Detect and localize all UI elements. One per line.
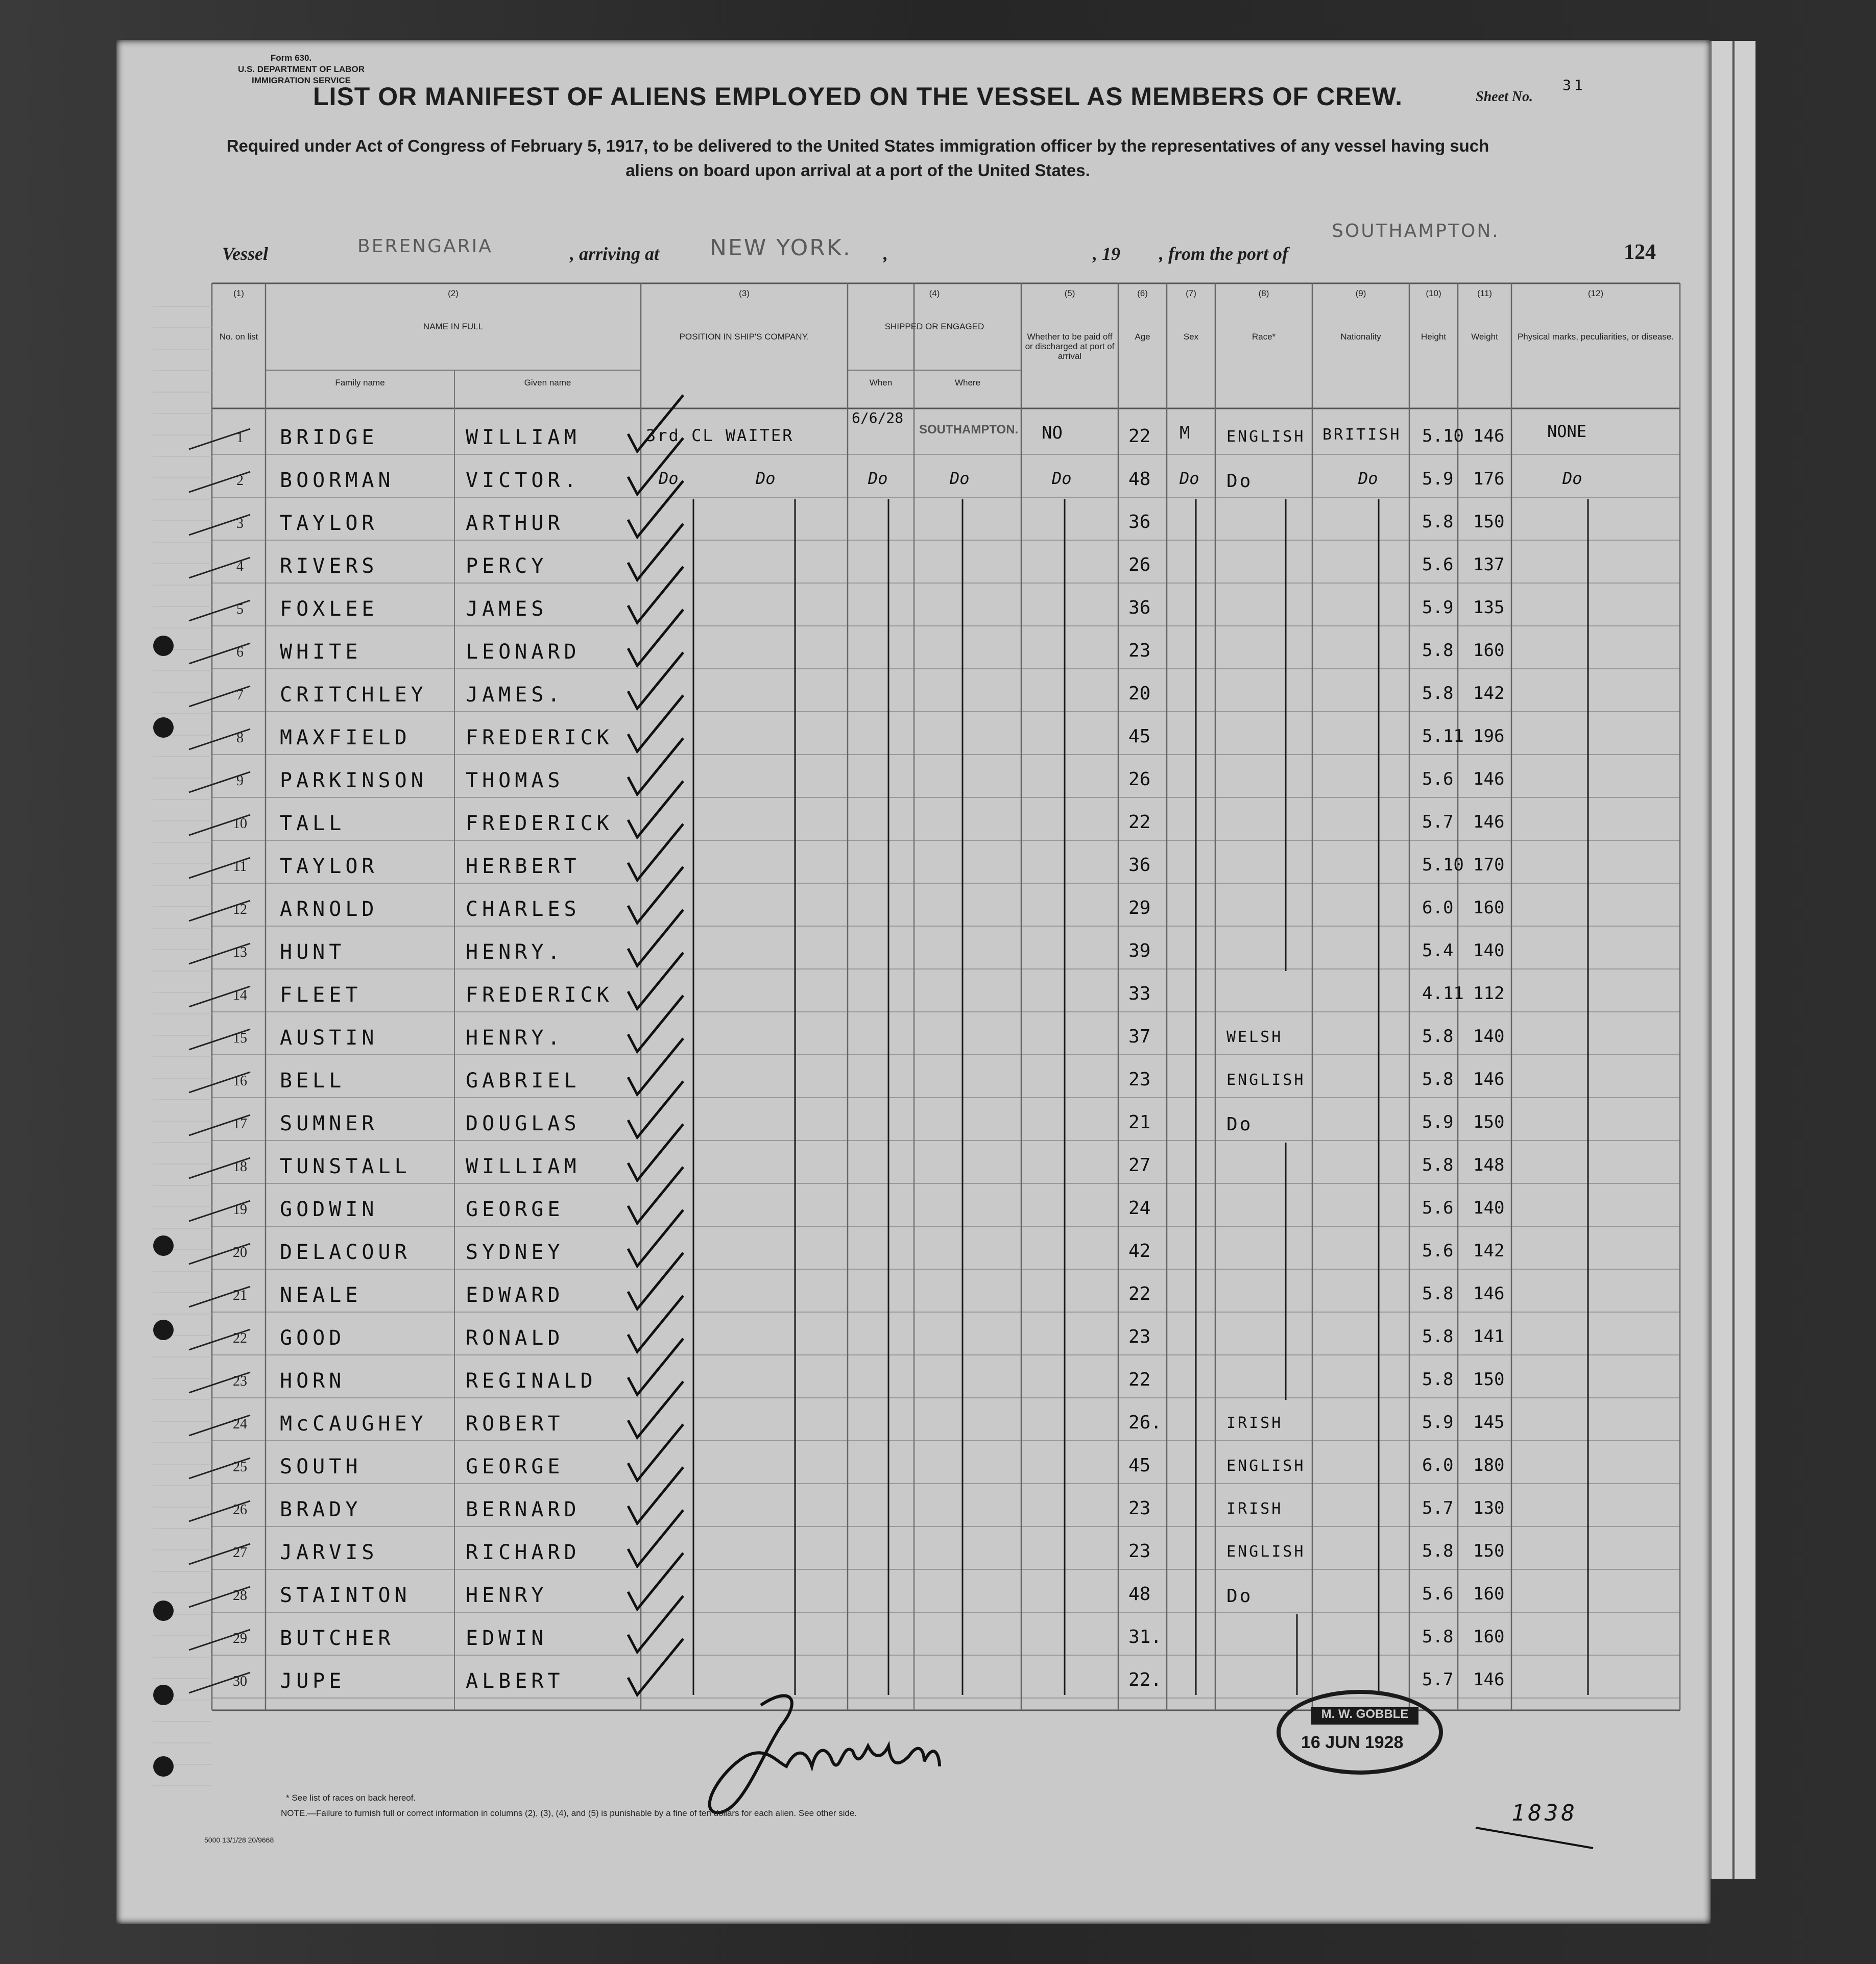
age-value: 20 xyxy=(1128,683,1151,704)
family-name: BRADY xyxy=(280,1498,362,1521)
height-value: 5.7 xyxy=(1422,1669,1454,1690)
column-sublabel: When xyxy=(869,378,893,387)
sheet-no-value: 31 xyxy=(1562,77,1586,93)
list-number: 124 xyxy=(1624,240,1656,264)
row-number: 1 xyxy=(236,430,244,446)
weight-value: 148 xyxy=(1473,1155,1505,1175)
height-value: 5.8 xyxy=(1422,512,1454,532)
weight-value: 145 xyxy=(1473,1412,1505,1433)
row-number: 24 xyxy=(233,1416,247,1432)
column-sublabel: Where xyxy=(954,378,981,387)
given-name: JAMES. xyxy=(466,683,564,707)
manifest-subtitle xyxy=(169,134,1547,183)
given-name: RICHARD xyxy=(466,1541,581,1564)
age-value: 36 xyxy=(1128,855,1151,876)
column-number: (5) xyxy=(1064,288,1075,298)
date-comma: , xyxy=(883,244,888,264)
race-value: Do xyxy=(1226,471,1253,492)
row-number: 21 xyxy=(233,1288,247,1303)
height-value: 5.6 xyxy=(1422,1198,1454,1218)
age-value: 24 xyxy=(1128,1198,1151,1219)
family-name: ARNOLD xyxy=(280,898,378,921)
weight-value: 160 xyxy=(1473,1584,1505,1604)
row-number: 2 xyxy=(236,473,244,489)
given-name: WILLIAM xyxy=(466,1155,581,1178)
arrival-port: NEW YORK. xyxy=(710,235,852,261)
given-name: DOUGLAS xyxy=(466,1112,581,1135)
family-name: STAINTON xyxy=(280,1584,411,1607)
height-value: 5.8 xyxy=(1422,640,1454,661)
binding-hole xyxy=(153,1756,174,1777)
age-value: 31. xyxy=(1128,1627,1162,1647)
age-value: 48 xyxy=(1128,469,1151,490)
penalty-note: NOTE.—Failure to furnish full or correct information in columns (2), (3), (4), and (5) is punishable by a fine of ten dollars for each alien. See other side. xyxy=(281,1808,857,1818)
weight-value: 142 xyxy=(1473,1241,1505,1261)
family-name: JARVIS xyxy=(280,1541,378,1564)
height-value: 5.10 xyxy=(1422,426,1464,446)
nationality-ditto: Do xyxy=(1358,469,1378,488)
position-ditto: Do xyxy=(659,469,679,488)
race-value: ENGLISH xyxy=(1226,1457,1306,1475)
height-value: 5.4 xyxy=(1422,940,1454,961)
weight-value: 160 xyxy=(1473,640,1505,661)
height-value: 5.8 xyxy=(1422,1026,1454,1047)
family-name: FLEET xyxy=(280,983,362,1007)
weight-value: 180 xyxy=(1473,1455,1505,1475)
vessel-name: BERENGARIA xyxy=(357,236,493,257)
height-value: 5.11 xyxy=(1422,726,1464,746)
weight-value: 160 xyxy=(1473,898,1505,918)
age-value: 42 xyxy=(1128,1241,1151,1262)
given-name: RONALD xyxy=(466,1326,564,1350)
age-value: 37 xyxy=(1128,1026,1151,1047)
row-number: 7 xyxy=(236,687,244,703)
row-number: 4 xyxy=(236,559,244,574)
given-name: HENRY. xyxy=(466,940,564,964)
form-number: Form 630. xyxy=(270,53,312,63)
age-value: 36 xyxy=(1128,597,1151,618)
weight-value: 146 xyxy=(1473,426,1505,446)
family-name: TAYLOR xyxy=(280,512,378,535)
weight-value: 135 xyxy=(1473,597,1505,618)
weight-value: 196 xyxy=(1473,726,1505,746)
height-value: 5.8 xyxy=(1422,1627,1454,1647)
height-value: 6.0 xyxy=(1422,1455,1454,1475)
row-number: 14 xyxy=(233,987,247,1003)
row-number: 6 xyxy=(236,644,244,660)
given-name: ALBERT xyxy=(466,1669,564,1693)
family-name: CRITCHLEY xyxy=(280,683,427,707)
column-number: (2) xyxy=(448,288,459,298)
column-label: Weight xyxy=(1471,332,1498,342)
row-number: 18 xyxy=(233,1159,247,1175)
given-name: ROBERT xyxy=(466,1412,564,1436)
row-number: 17 xyxy=(233,1116,247,1132)
height-value: 5.8 xyxy=(1422,683,1454,704)
given-name: FREDERICK xyxy=(466,812,613,835)
age-value: 22 xyxy=(1128,426,1151,447)
race-value: Do xyxy=(1226,1586,1253,1607)
race-value: IRISH xyxy=(1226,1414,1283,1432)
year-label: , 19 xyxy=(1093,244,1120,264)
weight-value: 160 xyxy=(1473,1627,1505,1647)
column-number: (9) xyxy=(1355,288,1366,298)
subtitle-line-1: Required under Act of Congress of February 5, 1917, to be delivered to the United States immigration officer by the representatives of any vessel having such xyxy=(226,136,1489,155)
age-value: 26 xyxy=(1128,554,1151,575)
age-value: 23 xyxy=(1128,1541,1151,1562)
given-name: VICTOR. xyxy=(466,469,581,492)
weight-value: 142 xyxy=(1473,683,1505,704)
race-value: WELSH xyxy=(1226,1028,1283,1046)
column-sublabel: Family name xyxy=(335,378,385,387)
row-number: 26 xyxy=(233,1502,247,1518)
family-name: GOOD xyxy=(280,1326,346,1350)
row-number: 23 xyxy=(233,1373,247,1389)
height-value: 5.8 xyxy=(1422,1326,1454,1347)
weight-value: 130 xyxy=(1473,1498,1505,1518)
physical-marks-value: NONE xyxy=(1547,422,1587,441)
paid-off-ditto: Do xyxy=(1052,469,1072,488)
given-name: THOMAS xyxy=(466,769,564,792)
age-value: 23 xyxy=(1128,1498,1151,1519)
height-value: 6.0 xyxy=(1422,898,1454,918)
height-value: 5.7 xyxy=(1422,1498,1454,1518)
family-name: HORN xyxy=(280,1369,346,1393)
manifest-title: LIST OR MANIFEST OF ALIENS EMPLOYED ON THE VESSEL AS MEMBERS OF CREW. xyxy=(313,82,1403,111)
age-value: 45 xyxy=(1128,1455,1151,1476)
sex-ditto: Do xyxy=(1180,469,1199,488)
department: U.S. DEPARTMENT OF LABOR xyxy=(237,64,365,74)
weight-value: 170 xyxy=(1473,855,1505,875)
family-name: AUSTIN xyxy=(280,1026,378,1050)
handwritten-number: 1838 xyxy=(1511,1800,1578,1826)
given-name: FREDERICK xyxy=(466,983,613,1007)
row-number: 28 xyxy=(233,1588,247,1604)
column-label: Age xyxy=(1135,332,1150,342)
binding-hole xyxy=(153,717,174,738)
row-number: 9 xyxy=(236,773,244,789)
age-value: 23 xyxy=(1128,640,1151,661)
row-number: 5 xyxy=(236,601,244,617)
family-name: WHITE xyxy=(280,640,362,664)
race-value: ENGLISH xyxy=(1226,428,1306,446)
weight-value: 150 xyxy=(1473,1541,1505,1561)
shipped-where-value: SOUTHAMPTON. xyxy=(919,423,1019,437)
age-value: 33 xyxy=(1128,983,1151,1004)
height-value: 5.8 xyxy=(1422,1283,1454,1304)
row-number: 13 xyxy=(233,944,247,960)
family-name: JUPE xyxy=(280,1669,346,1693)
weight-value: 150 xyxy=(1473,1112,1505,1132)
where-ditto: Do xyxy=(950,469,970,488)
given-name: LEONARD xyxy=(466,640,581,664)
row-number: 10 xyxy=(233,816,247,832)
family-name: SUMNER xyxy=(280,1112,378,1135)
age-value: 21 xyxy=(1128,1112,1151,1133)
row-number: 22 xyxy=(233,1330,247,1346)
age-value: 45 xyxy=(1128,726,1151,747)
stamp-officer: M. W. GOBBLE xyxy=(1311,1707,1418,1725)
age-value: 22. xyxy=(1128,1669,1162,1690)
binding-hole xyxy=(153,636,174,656)
weight-value: 146 xyxy=(1473,1069,1505,1089)
age-value: 29 xyxy=(1128,898,1151,918)
height-value: 5.6 xyxy=(1422,1241,1454,1261)
shipped-when-value: 6/6/28 xyxy=(852,409,904,426)
column-number: (3) xyxy=(739,288,750,298)
position-value: 3rd CL WAITER xyxy=(646,426,794,445)
given-name: GEORGE xyxy=(466,1198,564,1221)
given-name: EDWIN xyxy=(466,1627,548,1650)
given-name: HENRY. xyxy=(466,1026,564,1050)
column-number: (1) xyxy=(233,288,244,298)
age-value: 26. xyxy=(1128,1412,1162,1433)
subtitle-line-2: aliens on board upon arrival at a port of the United States. xyxy=(626,161,1090,180)
given-name: JAMES xyxy=(466,597,548,621)
column-number: (10) xyxy=(1426,288,1441,298)
family-name: BUTCHER xyxy=(280,1627,395,1650)
weight-value: 146 xyxy=(1473,812,1505,832)
race-value: Do xyxy=(1226,1114,1253,1135)
height-value: 5.9 xyxy=(1422,597,1454,618)
height-value: 5.9 xyxy=(1422,1112,1454,1132)
given-name: FREDERICK xyxy=(466,726,613,749)
age-value: 48 xyxy=(1128,1584,1151,1605)
weight-value: 141 xyxy=(1473,1326,1505,1347)
given-name: REGINALD xyxy=(466,1369,597,1393)
sheet-no-label: Sheet No. xyxy=(1476,89,1533,105)
from-port-label: , from the port of xyxy=(1159,244,1289,264)
row-number: 19 xyxy=(233,1202,247,1218)
age-value: 22 xyxy=(1128,1369,1151,1390)
family-name: SOUTH xyxy=(280,1455,362,1478)
family-name: PARKINSON xyxy=(280,769,427,792)
family-name: BELL xyxy=(280,1069,346,1093)
given-name: WILLIAM xyxy=(466,426,581,449)
given-name: GABRIEL xyxy=(466,1069,581,1093)
weight-value: 140 xyxy=(1473,940,1505,961)
height-value: 4.11 xyxy=(1422,983,1464,1004)
column-label: Sex xyxy=(1183,332,1199,342)
race-value: ENGLISH xyxy=(1226,1543,1306,1561)
column-label: Physical marks, peculiarities, or disease. xyxy=(1517,332,1674,342)
family-name: NEALE xyxy=(280,1283,362,1307)
arriving-label: , arriving at xyxy=(570,244,660,264)
column-label: Height xyxy=(1421,332,1447,342)
row-number: 12 xyxy=(233,902,247,917)
given-name: BERNARD xyxy=(466,1498,581,1521)
given-name: SYDNEY xyxy=(466,1241,564,1264)
column-label: Race* xyxy=(1252,332,1276,342)
binding-hole xyxy=(153,1320,174,1340)
races-note: * See list of races on back hereof. xyxy=(286,1793,416,1803)
weight-value: 146 xyxy=(1473,1283,1505,1304)
height-value: 5.10 xyxy=(1422,855,1464,875)
given-name: CHARLES xyxy=(466,898,581,921)
print-code: 5000 13/1/28 20/9668 xyxy=(204,1836,274,1844)
height-value: 5.8 xyxy=(1422,1069,1454,1089)
vessel-label: Vessel xyxy=(222,244,268,264)
weight-value: 150 xyxy=(1473,1369,1505,1390)
age-value: 23 xyxy=(1128,1069,1151,1090)
nationality-value: BRITISH xyxy=(1322,426,1402,444)
weight-value: 140 xyxy=(1473,1026,1505,1047)
given-name: PERCY xyxy=(466,554,548,578)
row-number: 11 xyxy=(233,859,247,875)
weight-value: 137 xyxy=(1473,554,1505,575)
weight-value: 176 xyxy=(1473,469,1505,489)
age-value: 22 xyxy=(1128,1283,1151,1304)
binding-hole xyxy=(153,1685,174,1705)
column-number: (4) xyxy=(929,288,940,298)
column-label: Nationality xyxy=(1340,332,1381,342)
family-name: McCAUGHEY xyxy=(280,1412,427,1436)
weight-value: 150 xyxy=(1473,512,1505,532)
column-label: POSITION IN SHIP'S COMPANY. xyxy=(679,332,809,342)
position-ditto: Do xyxy=(756,469,776,488)
family-name: BOORMAN xyxy=(280,469,395,492)
given-name: EDWARD xyxy=(466,1283,564,1307)
row-number: 25 xyxy=(233,1459,247,1475)
weight-value: 146 xyxy=(1473,1669,1505,1690)
family-name: TAYLOR xyxy=(280,855,378,878)
row-number: 8 xyxy=(236,730,244,746)
height-value: 5.8 xyxy=(1422,1541,1454,1561)
column-sublabel: Given name xyxy=(524,378,571,387)
column-number: (7) xyxy=(1186,288,1196,298)
column-number: (12) xyxy=(1588,288,1604,298)
given-name: HERBERT xyxy=(466,855,581,878)
height-value: 5.9 xyxy=(1422,1412,1454,1433)
age-value: 27 xyxy=(1128,1155,1151,1176)
family-name: GODWIN xyxy=(280,1198,378,1221)
column-number: (11) xyxy=(1477,288,1492,298)
family-name: MAXFIELD xyxy=(280,726,411,749)
family-name: RIVERS xyxy=(280,554,378,578)
height-value: 5.8 xyxy=(1422,1155,1454,1175)
column-label: Whether to be paid off or discharged at port of arrival xyxy=(1025,332,1115,361)
given-name: GEORGE xyxy=(466,1455,564,1478)
height-value: 5.8 xyxy=(1422,1369,1454,1390)
weight-value: 146 xyxy=(1473,769,1505,789)
given-name: ARTHUR xyxy=(466,512,564,535)
height-value: 5.9 xyxy=(1422,469,1454,489)
row-number: 15 xyxy=(233,1030,247,1046)
age-value: 23 xyxy=(1128,1326,1151,1347)
age-value: 39 xyxy=(1128,940,1151,961)
paid-off-value: NO xyxy=(1042,423,1063,443)
height-value: 5.6 xyxy=(1422,1584,1454,1604)
marks-ditto: Do xyxy=(1562,469,1582,488)
family-name: TALL xyxy=(280,812,346,835)
family-name: HUNT xyxy=(280,940,346,964)
weight-value: 140 xyxy=(1473,1198,1505,1218)
stamp-date: 16 JUN 1928 xyxy=(1301,1733,1404,1752)
age-value: 22 xyxy=(1128,812,1151,833)
column-number: (6) xyxy=(1137,288,1148,298)
weight-value: 112 xyxy=(1473,983,1505,1004)
family-name: DELACOUR xyxy=(280,1241,411,1264)
when-ditto: Do xyxy=(868,469,888,488)
column-label: NAME IN FULL xyxy=(423,322,484,331)
column-label: No. on list xyxy=(219,332,258,342)
departure-port: SOUTHAMPTON. xyxy=(1332,221,1500,241)
family-name: BRIDGE xyxy=(280,426,378,449)
family-name: FOXLEE xyxy=(280,597,378,621)
row-number: 30 xyxy=(233,1674,247,1689)
row-number: 3 xyxy=(236,516,244,531)
binding-hole xyxy=(153,1601,174,1621)
binding-hole xyxy=(153,1235,174,1256)
service: IMMIGRATION SERVICE xyxy=(252,76,351,85)
age-value: 36 xyxy=(1128,512,1151,532)
height-value: 5.7 xyxy=(1422,812,1454,832)
family-name: TUNSTALL xyxy=(280,1155,411,1178)
row-number: 27 xyxy=(233,1545,247,1561)
date-stamp xyxy=(1277,1690,1443,1775)
row-number: 20 xyxy=(233,1245,247,1260)
height-value: 5.6 xyxy=(1422,769,1454,789)
column-label: SHIPPED OR ENGAGED xyxy=(884,322,984,331)
age-value: 26 xyxy=(1128,769,1151,790)
sex-value: M xyxy=(1180,423,1190,443)
height-value: 5.6 xyxy=(1422,554,1454,575)
row-number: 16 xyxy=(233,1073,247,1089)
race-value: ENGLISH xyxy=(1226,1071,1306,1089)
race-value: IRISH xyxy=(1226,1500,1283,1518)
column-number: (8) xyxy=(1258,288,1269,298)
row-number: 29 xyxy=(233,1631,247,1646)
given-name: HENRY xyxy=(466,1584,548,1607)
